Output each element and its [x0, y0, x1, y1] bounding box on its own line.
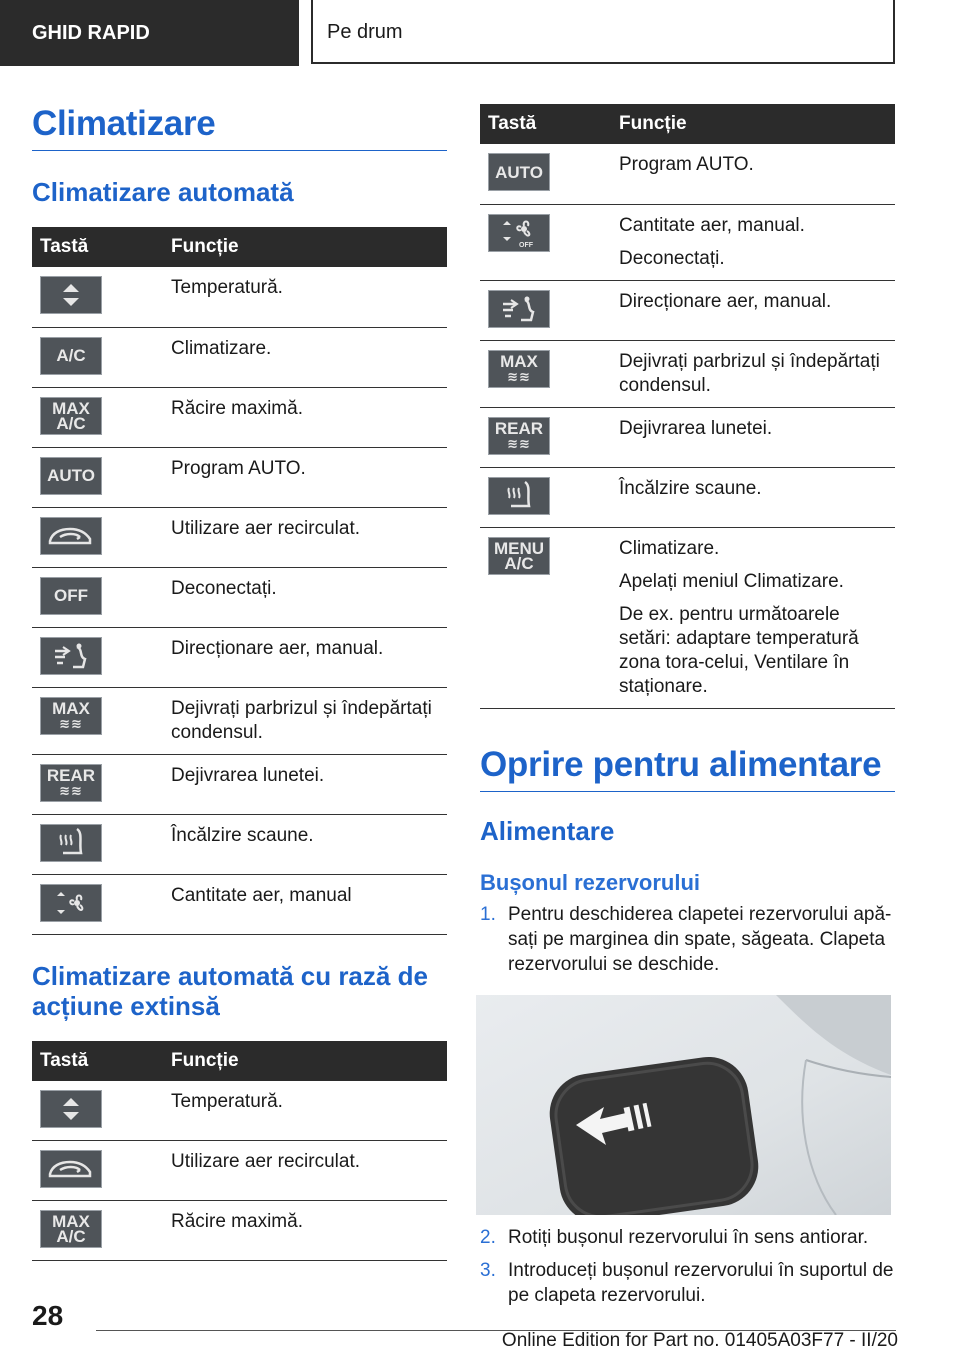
function-cell [171, 387, 447, 447]
key-cell [32, 387, 171, 447]
section-title-extended-climate: Climatizare automată cu rază de acțiune extinsă [32, 960, 428, 1021]
function-text: Deconectați. [619, 247, 725, 269]
key-cell [32, 507, 171, 567]
table-row [32, 1141, 447, 1201]
function-text: Apelați meniul Climatizare. [619, 570, 844, 592]
key-cell [32, 687, 171, 754]
seat-heating-icon [40, 824, 102, 862]
key-cell [32, 814, 171, 874]
key-cell [32, 1081, 171, 1141]
max-ac-icon: MAX A/C [40, 397, 102, 435]
function-text: Dejivrați parbrizul și îndepărtați condensul. [171, 697, 432, 743]
function-cell [171, 1201, 447, 1261]
temperature-arrows-icon [40, 1090, 102, 1128]
auto-program-icon: AUTO [40, 457, 102, 495]
function-text: Climatizare. [171, 337, 272, 359]
col-key-header: Tastă [32, 1041, 171, 1081]
page-number: 28 [32, 1300, 64, 1331]
function-cell [171, 1081, 447, 1141]
chapter-tab: Pe drum [311, 0, 895, 64]
step-number: 3. [480, 1259, 496, 1281]
key-cell [32, 567, 171, 627]
col-key-header: Tastă [32, 227, 171, 267]
function-text: Program AUTO. [171, 457, 306, 479]
table-row [480, 407, 895, 467]
step-text: Pentru deschiderea clapetei rezervorului apă-sați pe marginea din spate, săgeata. Clapeta rezervorului se deschide. [508, 903, 892, 975]
page-title: Climatizare [32, 104, 216, 143]
table-row [480, 527, 895, 708]
col-func-header: Funcție [171, 1041, 447, 1081]
function-text: Climatizare. [619, 537, 720, 559]
function-text: Cantitate aer, manual [171, 884, 352, 906]
rear-defrost-icon: REAR ≋≋ [488, 417, 550, 455]
function-text: Direcționare aer, manual. [619, 290, 832, 312]
table-header [480, 104, 895, 144]
table-row [480, 467, 895, 527]
function-cell [619, 280, 895, 340]
table-row [32, 447, 447, 507]
off-button-icon: OFF [40, 577, 102, 615]
key-cell [32, 627, 171, 687]
key-table-extended [32, 1041, 447, 1262]
function-cell [171, 874, 447, 934]
air-direction-icon [488, 290, 550, 328]
table-row [32, 874, 447, 934]
fuel-flap-illustration [476, 995, 891, 1215]
key-table-continued [480, 104, 895, 709]
key-cell [32, 874, 171, 934]
edition-note: Online Edition for Part no. 01405A03F77 - II/20 [501, 1330, 898, 1351]
key-cell [480, 527, 619, 708]
key-cell [480, 204, 619, 280]
seat-heating-icon [488, 477, 550, 515]
svg-text:OFF: OFF [519, 241, 533, 249]
table-row [32, 1201, 447, 1261]
fan-icon [40, 884, 102, 922]
function-text: Răcire maximă. [171, 1211, 303, 1232]
right-column [480, 104, 895, 1316]
key-cell [32, 754, 171, 814]
table-row [32, 687, 447, 754]
col-func-header: Funcție [171, 227, 447, 267]
table-header [32, 1041, 447, 1081]
fuel-flap-photo [476, 995, 891, 1215]
key-cell [32, 1141, 171, 1201]
table-row [32, 567, 447, 627]
function-cell [619, 407, 895, 467]
function-cell [171, 507, 447, 567]
function-cell [171, 447, 447, 507]
function-cell [171, 627, 447, 687]
function-text: Direcționare aer, manual. [171, 637, 384, 659]
recirculation-icon [40, 1150, 102, 1188]
table-row [480, 144, 895, 204]
key-cell [32, 267, 171, 327]
function-text: Utilizare aer recirculat. [171, 517, 360, 539]
recirculation-icon [40, 517, 102, 555]
function-cell [619, 144, 895, 204]
page-footer [0, 1290, 960, 1362]
function-cell [619, 204, 895, 280]
max-defrost-icon: MAX ≋≋ [488, 350, 550, 388]
function-cell [171, 687, 447, 754]
auto-program-icon: AUTO [488, 153, 550, 191]
table-row [32, 327, 447, 387]
step-text: Introduceți bușonul rezervorului în suportul de pe clapeta rezervorului. [508, 1259, 894, 1306]
table-row [32, 267, 447, 327]
table-header [32, 227, 447, 267]
key-cell [480, 407, 619, 467]
refuel-subtitle: Alimentare [480, 815, 615, 846]
left-column [32, 104, 447, 1261]
function-cell [171, 567, 447, 627]
function-text: Utilizare aer recirculat. [171, 1151, 360, 1172]
key-cell [480, 280, 619, 340]
table-row [480, 340, 895, 407]
function-text: Răcire maximă. [171, 397, 303, 419]
function-text: Dejivrarea lunetei. [619, 417, 773, 439]
function-text: Program AUTO. [619, 154, 754, 175]
function-text: Cantitate aer, manual. [619, 214, 805, 236]
key-cell [32, 447, 171, 507]
function-cell [171, 327, 447, 387]
section-title-auto-climate: Climatizare automată [32, 177, 294, 207]
air-direction-icon [40, 637, 102, 675]
key-table-auto [32, 227, 447, 935]
key-cell [480, 340, 619, 407]
function-cell [619, 340, 895, 407]
max-ac-icon: MAX A/C [40, 1210, 102, 1248]
step-text: Rotiți bușonul rezervorului în sens antiorar. [508, 1226, 869, 1248]
refuel-title-rule [480, 745, 895, 792]
function-text: Deconectați. [171, 577, 277, 599]
key-cell [480, 467, 619, 527]
col-key-header: Tastă [480, 104, 619, 144]
table-row [480, 204, 895, 280]
function-text: Temperatură. [171, 277, 283, 298]
table-row [32, 507, 447, 567]
key-cell [480, 144, 619, 204]
step-item [480, 902, 895, 977]
function-text: Dejivrați parbrizul și îndepărtați condensul. [619, 350, 880, 396]
key-cell [32, 1201, 171, 1261]
col-func-header: Funcție [619, 104, 895, 144]
title-rule [32, 104, 447, 151]
table-row [32, 627, 447, 687]
step-item [480, 1225, 895, 1250]
fuel-cap-heading: Bușonul rezervorului [480, 869, 701, 895]
function-text: Dejivrarea lunetei. [171, 764, 325, 786]
table-row [32, 754, 447, 814]
function-text: Temperatură. [171, 1090, 283, 1112]
key-cell [32, 327, 171, 387]
function-text: Încălzire scaune. [619, 477, 762, 499]
ac-button-icon: A/C [40, 337, 102, 375]
function-text: Încălzire scaune. [171, 824, 314, 846]
table-row [480, 280, 895, 340]
section-tab: GHID RAPID [0, 0, 299, 66]
rear-defrost-icon: REAR ≋≋ [40, 764, 102, 802]
temperature-arrows-icon [40, 276, 102, 314]
table-row [32, 1081, 447, 1141]
function-cell [171, 267, 447, 327]
menu-ac-icon: MENU A/C [488, 537, 550, 575]
function-cell [619, 527, 895, 708]
function-cell [171, 814, 447, 874]
max-defrost-icon: MAX ≋≋ [40, 697, 102, 735]
table-row [32, 814, 447, 874]
function-cell [619, 467, 895, 527]
function-cell [171, 754, 447, 814]
steps-list-a [480, 902, 895, 977]
step-number: 1. [480, 903, 496, 925]
step-number: 2. [480, 1226, 496, 1248]
refuel-title: Oprire pentru alimentare [480, 744, 882, 784]
page-header [0, 0, 960, 66]
table-row [32, 387, 447, 447]
function-text: De ex. pentru următoarele setări: adaptare temperatură zona tora-celui, Ventilare în staționare. [619, 603, 859, 697]
fan-off-icon [488, 214, 550, 252]
function-cell [171, 1141, 447, 1201]
